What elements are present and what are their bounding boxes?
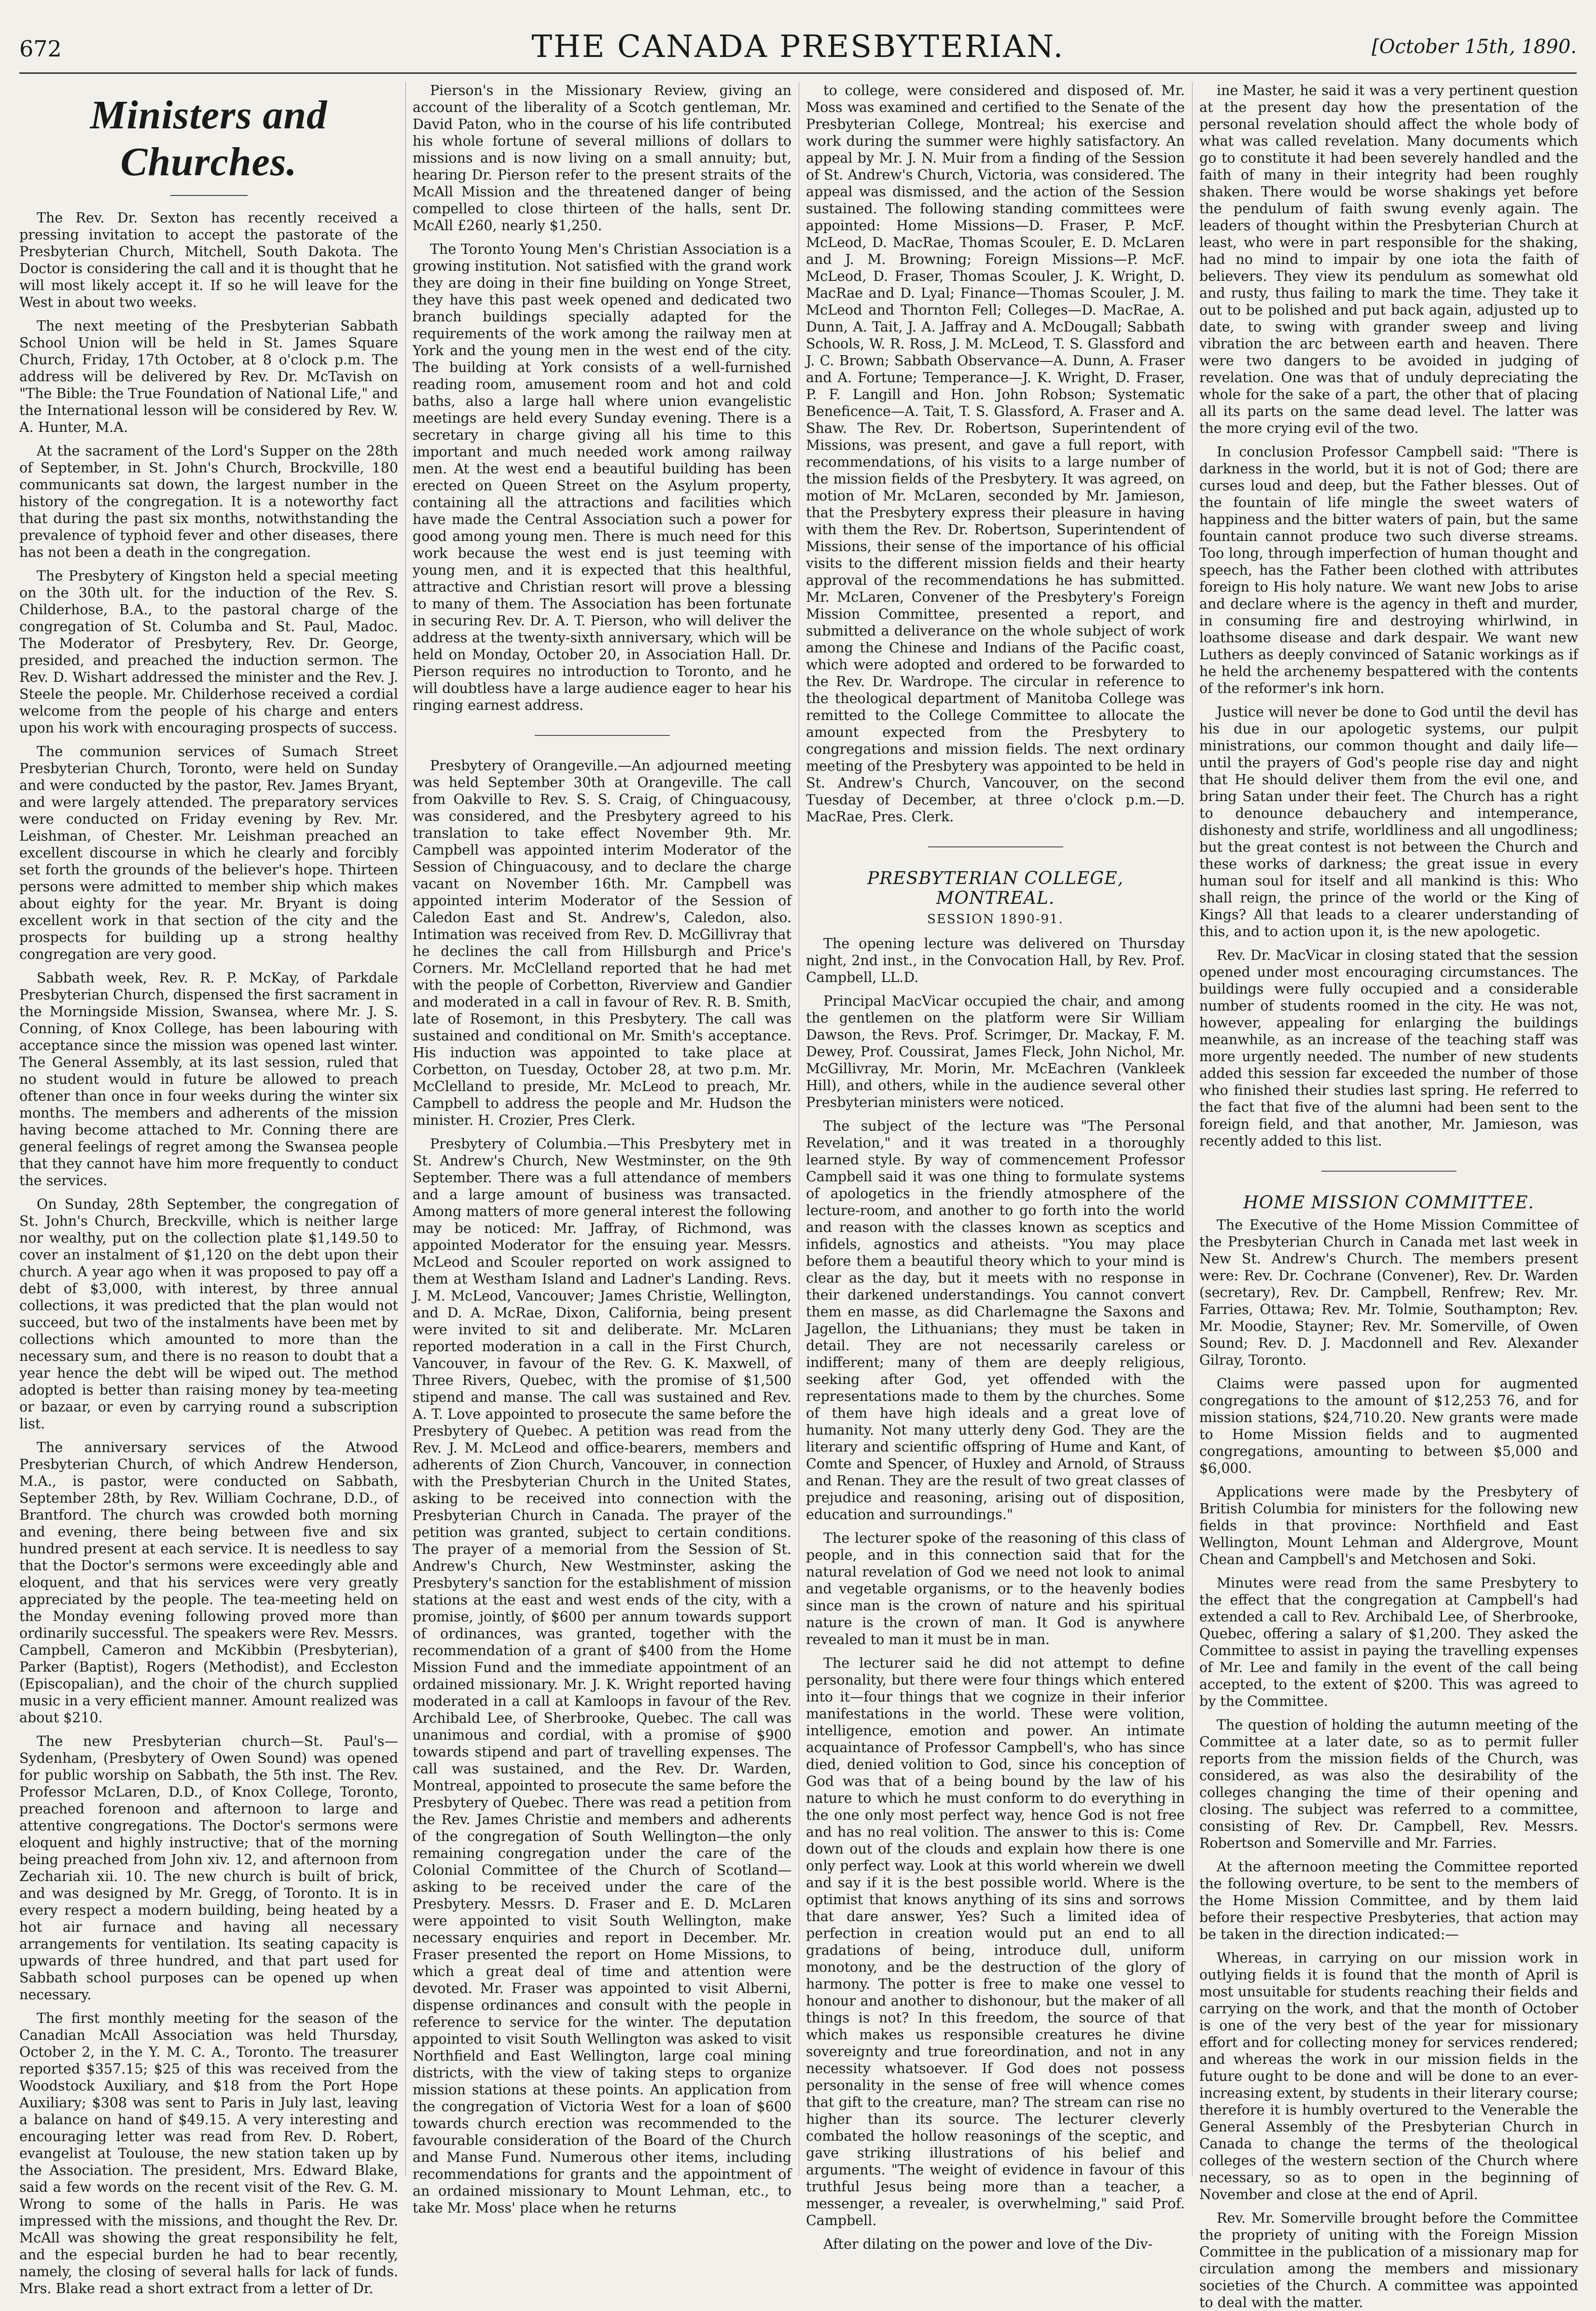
article-paragraph: Sabbath week, Rev. R. P. McKay, of Parkdale Presbyterian Church, dispensed the first sacrament in the Morningside Mission, Swansea, where Mr. J. S. Conning, of Knox College, has been labouring with acceptance since the mission was opened last winter. The General Assembly, at its last session, ruled that no student would in future be allowed to preach oftener than once in four weeks during the winter six months. The members and adherents of the mission having become attached to Mr. Conning there are general feelings of regret among the Swansea people that they cannot have him more frequently to conduct the services. bbox=[19, 970, 398, 1189]
masthead-title: THE CANADA PRESBYTERIAN. bbox=[531, 29, 1065, 65]
article-paragraph: The lecturer spoke of the reasoning of this class of people, and in this connection said that for the natural revelation of God we need not look to animal and vegetable organisms, or to the heavenly bodies since man is the crown of nature and his spiritual nature is the crown of man. It God is anywhere revealed to man it must be in man. bbox=[806, 1530, 1185, 1647]
article-paragraph: Justice will never be done to God until the devil has his due in our apologetic systems, our pulpit ministrations, our common thought and daily life—until the prayers of God's people rise day and night that He should deliver them from the evil one, and bring Satan under their feet. The Church has a right to denounce debauchery and intemperance, dishonesty and strife, worldliness and all ungodliness; but the great contest is not between the Church and these works of darkness; the great issue in every human soul for itself and all mankind is this: Who shall reign, the prince of the world or the King of Kings? All that leads to a clearer understanding of this, and to action upon it, is the new apologetic. bbox=[1199, 704, 1578, 940]
article-list bbox=[1199, 82, 1578, 1149]
article-paragraph: The Toronto Young Men's Christian Association is a growing institution. Not satisfied with the grand work they are doing in their fine building on Yonge Street, they have this past week opened and dedicated two branch buildings specially adapted for the requirements of the work among the railway men at York and the young men in the west end of the city. The building at York consists of a well-furnished reading room, amusement room and hot and cold baths, also a large hall where union evangelistic meetings are held every Sunday evening. There is a secretary in charge giving all his time to this important and much needed work among railway men. At the west end a beautiful building has been erected on Queen Street on the Asylum property, containing all the attractions and facilities which have made the Central Association such a power for good among young men. There is much need for this work because the west end is just teeming with young men, and it is expected that this healthful, attractive and Christian resort will prove a blessing to many of them. The Association has been fortunate in securing Rev. Dr. A. T. Pierson, who will deliver the address at the twenty-sixth anniversary, which will be held on Monday, October 20, in Association Hall. Dr. Pierson requires no introduction to Toronto, and he will doubtless have a large audience eager to hear his ringing earnest address. bbox=[413, 241, 791, 713]
article-paragraph: The communion services of Sumach Street Presbyterian Church, Toronto, were held on Sunday and were conducted by the pastor, Rev. James Bryant, and were largely attended. The preparatory services were conducted on Friday evening by Rev. Mr. Leishman, of Chester. Mr. Leishman preached an excellent discourse in which he clearly and forcibly set forth the grounds of the believer's hope. Thirteen persons were admitted to member ship which makes about eighty for the year. Mr. Bryant is doing excellent work in that section of the city and the prospects for building up a strong healthy congregation are very good. bbox=[19, 744, 398, 962]
article-paragraph: Rev. Mr. Somerville brought before the Committee the propriety of uniting with the Foreign Mission Committee in the publication of a missionary map for circulation among the members and missionary societies of the Church. A committee was appointed to deal with the matter. bbox=[1199, 2210, 1578, 2311]
article-paragraph: Presbytery of Columbia.—This Presbytery met in St. Andrew's Church, New Westminster, on the 9th September. There was a full attendance of members and a large amount of business was transacted. Among matters of more general interest the following may be noticed: Mr. Jaffray, of Richmond, was appointed Moderator for the ensuing year. Messrs. McLeod and Scouler reported on work assigned to them at Westham Island and Ladner's Landing. Revs. J. M. McLeod, Vancouver; James Christie, Wellington, and D. A. McRae, Dixon, California, being present were invited to sit and deliberate. Mr. McLaren reported moderation in a call in the First Church, Vancouver, in favour of the Rev. G. K. Maxwell, of Three Rivers, Quebec, with the promise of $1,500 stipend and manse. The call was sustained and Rev. A. T. Love appointed to prosecute the same before the Presbytery of Quebec. A petition was read from the Rev. J. M. McLeod and office-bearers, members and adherents of Zion Church, Vancouver, in connection with the Presbyterian Church in the United States, asking to be received into connection with the Presbyterian Church in Canada. The prayer of the petition was granted, subject to certain conditions. The prayer of a memorial from the Session of St. Andrew's Church, New Westminster, asking the Presbytery's sanction for the establishment of mission stations at the east and west ends of the city, with a promise, jointly, of $600 per annum towards support of ordinances, was granted, together with the recommendation of a grant of $400 from the Home Mission Fund and the immediate appointment of an ordained missionary. Mr. J. K. Wright reported having moderated in a call at Kamloops in favour of the Rev. Archibald Lee, of Sherbrooke, Quebec. The call was unanimous and cordial, with a promise of $900 towards stipend and part of travelling expenses. The call was sustained, and the Rev. Dr. Warden, Montreal, appointed to prosecute the same before the Presbytery of Quebec. There was read a petition from the Rev. James Christie and members and adherents of the congregation of South Wellington—the only remaining congregation under the care of the Colonial Committee of the Church of Scotland—asking to be received under the care of the Presbytery. Messrs. D. Fraser and E. D. McLaren were appointed to visit South Wellington, make necessary enquiries and report in December. Mr. Fraser presented the report on Home Missions, to which a great deal of time and attention were devoted. Mr. Fraser was appointed to visit Alberni, dispense ordinances and consult with the people in reference to service for the winter. The deputation appointed to visit South Wellington was asked to visit Northfield and East Wellington, large coal mining districts, with the view of taking steps to organize mission stations at these points. An application from the congregation of Victoria West for a loan of $600 towards church erection was recommended to the favourable consideration of the Board of the Church and Manse Fund. Numerous other items, including recommendations for grants and the appointment of an ordained missionary to Mount Lehman, etc., to take Mr. Moss' place when he returns bbox=[413, 1136, 791, 2216]
article-paragraph: The subject of the lecture was "The Personal Revelation," and it was treated in a thoroughly learned style. By way of commencement Professor Campbell said it was one thing to formulate systems of apologetics in the friendly atmosphere of the lecture-room, and another to go forth into the world and reason with the classes known as sceptics and infidels, agnostics and atheists. "You may place before them a beautiful theory which to your mind is clear as the day, but it meets with no response in their darkened understandings. You cannot convert them en masse, as did Charlemagne the Saxons and Jagellon, the Lithuanians; they must be taken in detail. They are not necessarily careless or indifferent; many of them are deeply religious, seeking after God, yet offended with the representations made to them by the churches. Some of them have high ideals and a great love of humanity. Not many utterly deny God. They are the literary and scientific offspring of Hume and Kant, of Comte and Spencer, of Huxley and Arnold, of Strauss and Renan. They are the result of two great classes of prejudice and reasoning, arising out of disposition, education and surroundings." bbox=[806, 1118, 1185, 1522]
article-paragraph: The Rev. Dr. Sexton has recently received a pressing invitation to accept the pastorate of the Presbyterian Church, Mitchell, South Dakota. The Doctor is considering the call and it is thought that he will most likely accept it. If so he will leave for the West in about two weeks. bbox=[19, 210, 398, 310]
columns bbox=[19, 82, 1578, 2311]
article-list bbox=[413, 757, 791, 2216]
article-paragraph: The question of holding the autumn meeting of the Committee at a later date, so as to permit fuller reports from the mission fields of the Church, was considered, as was also the desirability of the colleges changing the time of their opening and closing. The subject was referred to a committee, consisting of Rev. Dr. Campbell, Rev. Messrs. Robertson and Somerville and Mr. Farries. bbox=[1199, 1717, 1578, 1851]
article-paragraph: At the afternoon meeting the Committee reported the following overture, to be sent to the members of the Home Mission Committee, and by them laid before their respective Presbyteries, that action may be taken in the direction indicated:— bbox=[1199, 1859, 1578, 1942]
article-paragraph: In conclusion Professor Campbell said: "There is darkness in the world, but it is not of God; there are curses loud and deep, but the Father blesses. Out of the fountain of life mingle the sweet waters of happiness and the bitter waters of pain, but the same fountain cannot produce two such diverse streams. Too long, through imperfection of human thought and speech, has the Father been clothed with attributes foreign to His holy nature. We want new Jobs to arise and declare where is the agency in theft and murder, in consuming fire and destroying whirlwind, in loathsome disease and dark despair. We want new Luthers as deeply convinced of Satanic workings as if he held the archenemy bespattered with the contents of the reformer's ink horn. bbox=[1199, 444, 1578, 696]
article-separator bbox=[1321, 1171, 1457, 1172]
article-paragraph: to college, were considered and disposed of. Mr. Moss was examined and certified to the Senate of the Presbyterian College, Montreal; his exercise and work during the summer were highly satisfactory. An appeal by Mr. J. N. Muir from a finding of the Session of St. Andrew's Church, Victoria, was considered. The appeal was dismissed, and the action of the Session sustained. The following standing committees were appointed: Home Missions—D. Fraser, P. McF. McLeod, D. MacRae, Thomas Scouler, E. D. McLaren and J. M. Browning; Foreign Missions—P. McF. McLeod, D. Fraser, Thomas Scouler, J. K. Wright, D. MacRae and D. Lyal; Finance—Thomas Scouler, J. M. McLeod and Thornton Fell; Colleges—D. MacRae, A. Dunn, A. Tait, J. A. Jaffray and A. McDougall; Sabbath Schools, W. R. Ross, J. M. McLeod, T. S. Glassford and J. C. Brown; Sabbath Observance—A. Dunn, A. Fraser and A. Fortune; Temperance—J. K. Wright, D. Fraser, P. F. Langill and Hon. John Robson; Systematic Beneficence—A. Tait, T. S. Glassford, A. Fraser and A. Shaw. The Rev. Dr. Robertson, Superintendent of Missions, was present, and gave a full report, with recommendations, of his visits to a large number of the mission fields of the Presbytery. It was agreed, on motion of Mr. McLaren, seconded by Mr. Jamieson, that the Presbytery express their pleasure in having with them the Rev. Dr. Robertson, Superintendent of Missions, their sense of the importance of his official visits to the different mission fields and their hearty approval of the recommendations he has submitted. Mr. McLaren, Convener of the Presbytery's Foreign Mission Committee, presented a report, and submitted a deliverance on the whole subject of work among the Chinese and Indians of the Pacific coast, which were adopted and ordered to be forwarded to the Rev. Dr. Wardrope. The circular in reference to the theological department of Manitoba College was remitted to the College Committee to allocate the amount expected from the Presbytery to congregations and mission fields. The next ordinary meeting of the Presbytery was appointed to be held in St. Andrew's Church, Vancouver, on the second Tuesday of December, at three o'clock p.m.—D. MacRae, Pres. Clerk. bbox=[806, 83, 1185, 825]
session-label: SESSION 1890-91. bbox=[927, 912, 1064, 927]
column-2 bbox=[413, 82, 791, 2216]
article-paragraph: Principal MacVicar occupied the chair, and among the gentlemen on the platform were Sir William Dawson, the Revs. Prof. Scrimger, Dr. Mackay, F. M. Dewey, Prof. Coussirat, James Fleck, John Nichol, Mr. McGillivray, Mr. Morin, Mr. McEachren (Vankleek Hill), and others, while in the audience several other Presbyterian ministers were noticed. bbox=[806, 993, 1185, 1110]
article-paragraph: The opening lecture was delivered on Thursday night, 2nd inst., in the Convocation Hall, by Rev. Prof. Campbell, LL.D. bbox=[806, 936, 1185, 985]
article-paragraph: The Presbytery of Kingston held a special meeting on the 30th ult. for the induction of the Rev. S. Childerhose, B.A., to the pastoral charge of the congregation of St. Columba and St. Paul, Madoc. The Moderator of Presbytery, Rev. Dr. George, presided, and preached the induction sermon. The Rev. D. Wishart addressed the minister and the Rev. J. Steele the people. Mr. Childerhose received a cordial welcome from the people of his charge and enters upon his work with encouraging prospects of success. bbox=[19, 568, 398, 736]
article-paragraph: After dilating on the power and love of the Div- bbox=[823, 2236, 1153, 2252]
section-title: Ministers and Churches. bbox=[90, 93, 328, 184]
article-list bbox=[806, 935, 1185, 2253]
article-heading: PRESBYTERIAN COLLEGE, MONTREAL. bbox=[867, 869, 1124, 908]
article-list bbox=[1199, 1217, 1578, 2311]
article-list bbox=[19, 209, 398, 2297]
article-paragraph: At the sacrament of the Lord's Supper on the 28th of September, in St. John's Church, Brockville, 180 communicants sat down, the largest number in the history of the congregation. It is a noteworthy fact that during the past six months, notwithstanding the prevalence of typhoid fever and other diseases, there has not been a death in the congregation. bbox=[19, 443, 398, 560]
column-1 bbox=[19, 82, 398, 2297]
section-rule bbox=[170, 195, 248, 196]
article-list bbox=[806, 82, 1185, 825]
header-rule bbox=[19, 72, 1577, 74]
page-header bbox=[19, 29, 1577, 68]
article-paragraph: Presbytery of Orangeville.—An adjourned meeting was held September 30th at Orangeville. The call from Oakville to Rev. S. S. Craig, of Chinguacousy, was considered, and the Presbytery agreed to his translation to take effect November 9th. Mr. Campbell was appointed interim Moderator of the Session of Chinguacousy, and to declare the charge vacant on November 16th. Mr. Campbell was appointed interim Moderator of the Session of Caledon East and St. Andrew's, Caledon, also. Intimation was received from Rev. D. McGillivray that he declines the call from Hillsburgh and Price's Corners. Mr. McClelland reported that he had met with the people of Corbetton, Riverview and Gandier and moderated in a call in favour of Rev. R. B. Smith, late of Rosemont, in this Presbytery. The call was sustained and conditional on Mr. Smith's acceptance. His induction was appointed to take place at Corbetton, on Tuesday, October 28, at two p.m. Mr. McClelland to preside, Mr. McLeod to preach, Mr. Campbell to address the people and Mr. Hudson the minister. H. Crozier, Pres Clerk. bbox=[413, 758, 791, 1128]
article-paragraph: The Executive of the Home Mission Committee of the Presbyterian Church in Canada met last week in New St. Andrew's Church. The members present were: Rev. Dr. Cochrane (Convener), Rev. Dr. Warden (secretary), Rev. Dr. Campbell, Renfrew; Rev. Mr. Farries, Ottawa; Rev. Mr. Tolmie, Southampton; Rev. Mr. Moodie, Stayner; Rev. Mr. Somerville, of Owen Sound; Rev. D. J. Macdonnell and Rev. Alexander Gilray, Toronto. bbox=[1199, 1217, 1578, 1368]
article-paragraph: Pierson's in the Missionary Review, giving an account of the liberality of a Scotch gentleman, Mr. David Paton, who in the course of his life contributed his whole fortune of several millions of dollars to missions and is now living on a small annuity; but, hearing Dr. Pierson refer to the present straits of the McAll Mission and the threatened danger of being compelled to close thirteen of the halls, sent Dr. McAll £260, nearly $1,250. bbox=[413, 83, 791, 234]
article-paragraph: The next meeting of the Presbyterian Sabbath School Union will be held in St. James Square Church, Friday, 17th October, at 8 o'clock p.m. The address will be delivered by Rev. Dr. McTavish on "The Bible: the True Foundation of National Life," and the International lesson will be considered by Rev. W. A. Hunter, M.A. bbox=[19, 318, 398, 435]
column-divider bbox=[405, 82, 406, 2176]
article-separator bbox=[928, 846, 1063, 847]
article-paragraph: The new Presbyterian church—St. Paul's—Sydenham, (Presbytery of Owen Sound) was opened for public worship on Sabbath, the 5th inst. The Rev. Professor McLaren, D.D., of Knox College, Toronto, preached forenoon and afternoon to large and attentive congregations. The Doctor's sermons were eloquent and highly instructive; that of the morning being preached from John xiv. 12, and afternoon from Zechariah xii. 10. The new church is built of brick, and was designed by Mr. Gregg, of Toronto. It is in every respect a modern building, being heated by a hot air furnace and having all necessary arrangements for ventilation. Its seating capacity is upwards of three hundred, and that part used for Sabbath school purposes can be opened up when necessary. bbox=[19, 1733, 398, 2003]
column-4 bbox=[1199, 82, 1578, 2311]
article-paragraph: ine Master, he said it was a very pertinent question at the present day how the presentation of the personal revelation should affect the whole body of what was called revelation. Many documents which go to constitute it had been severely handled and the faith of many in their integrity had been roughly shaken. There would be worse shakings yet before the pendulum of faith swung evenly again. The leaders of thought within the Presbyterian Church at least, who were in part responsible for the shaking, had no mind to impair by one iota the faith of believers. They view its pendulum as somewhat old and rusty, thus failing to mark the time. They take it out to be polished and put back again, adjusted up to date, to swing with grander sweep and living vibration the arc between earth and heaven. There were two dangers to be avoided in judging of revelation. One was that of unduly depreciating the whole for the sake of a part, the other that of placing all its parts on the same dead level. The latter was the more crying evil of the two. bbox=[1199, 83, 1578, 436]
column-divider bbox=[1192, 82, 1193, 2176]
article-paragraph: Whereas, in carrying on our mission work in outlying fields it is found that the month of April is most unsuitable for students reaching their fields and carrying on the work, and that the month of October is one of the very best of the year for missionary effort and for collecting money for services rendered; and whereas the work in our mission fields in the future ought to be done and will be done to an ever-increasing extent, by students in their literary course; therefore it is humbly overtured to the Venerable the General Assembly of the Presbyterian Church in Canada to change the terms of the theological colleges of the western section of the Church where necessary, so as to open in the beginning of November and close at the end of April. bbox=[1199, 1950, 1578, 2202]
article-paragraph: Claims were passed upon for augmented congregations to the amount of $12,253 76, and for mission stations, $24,710.20. New grants were made to Home Mission fields and to augmented congregations, amounting to between $5,000 and $6,000. bbox=[1199, 1376, 1578, 1476]
article-paragraph: The lecturer said he did not attempt to define personality, but there were four things which entered into it—four things that we cognize in their inferior manifestations in the world. These were volition, intelligence, emotion and power. An intimate acquaintance of Professor Campbell's, who has since died, denied volition to God, since his conception of God was that of a being bound by the law of his nature to which he must conform to do everything in the one only most perfect way, hence God is not free and has no real volition. The answer to this is: Come down out of the clouds and explain how there is one only perfect way. Look at this world wherein we dwell and say if it is the best possible world. Where is the optimist that knows anything of its sins and sorrows that dare answer, Yes? Such a limited idea of perfection in creation would put an end to all gradations of being, introduce dull, uniform monotony, and be the destruction of the glory of harmony. The potter is free to make one vessel to honour and another to dishonour, but the maker of all things is not? In this freedom, the source of that which makes us responsible creatures he divine sovereignty and true foreordination, and not in any necessity whatsoever. If God does not possess personality in the sense of free will whence comes that gift to the creature, man? The stream can rise no higher than its source. The lecturer cleverly combated the hollow reasonings of the sceptic, and gave striking illustrations of his belief and arguments. "The weight of evidence in favour of this truthful Jesus being more than a teacher, a messenger, a revealer, is overwhelming," said Prof. Campbell. bbox=[806, 1655, 1185, 2228]
article-paragraph: Minutes were read from the same Presbytery to the effect that the congregation at Campbell's had extended a call to Rev. Archibald Lee, of Sherbrooke, Quebec, offering a salary of $1,200. They asked the Committee to assist in paying the travelling expenses of Mr. Lee and family in the event of the call being accepted, to the extent of $200. This was agreed to by the Committee. bbox=[1199, 1575, 1578, 1709]
article-heading: HOME MISSION COMMITTEE. bbox=[1243, 1193, 1534, 1213]
article-list bbox=[413, 82, 791, 714]
article-paragraph: On Sunday, 28th September, the congregation of St. John's Church, Breckville, which is neither large nor wealthy, put on the collection plate $1,149.50 to cover an instalment of $1,120 on the debt upon their church. A year ago when it was proposed to pay off a debt of $3,000, with interest, by three annual collections, it was predicted that the plan would not succeed, but two of the instalments have been met by collections which amounted to more than the necessary sum, and there is no reason to doubt that a year hence the debt will be wiped out. The method adopted is better than raising money by tea-meeting or bazaar, or even by carrying round a subscription list. bbox=[19, 1196, 398, 1432]
article-paragraph: Rev. Dr. MacVicar in closing stated that the session opened under most encouraging circumstances. The buildings were fully occupied and a considerable number of students roomed in the city. He was not, however, appealing for enlarging the buildings meanwhile, as an increase of the teaching staff was more urgently needed. The number of new students added this session far exceeded the number of those who finished their studies last spring. He referred to the fact that five of the alumni had been sent to the foreign field, and that another, Mr. Jamieson, was recently added to this list. bbox=[1199, 947, 1578, 1149]
column-3 bbox=[806, 82, 1185, 2252]
page-number: 672 bbox=[19, 36, 62, 62]
article-separator bbox=[535, 735, 670, 736]
article-paragraph: Applications were made by the Presbytery of British Columbia for ministers for the following new fields in that province: Northfield and East Wellington, Mount Lehman and Aldergrove, Mount Chean and Campbell's and Metchosen and Soki. bbox=[1199, 1484, 1578, 1567]
article-paragraph: The first monthly meeting for the season of the Canadian McAll Association was held Thursday, October 2, in the Y. M. C. A., Toronto. The treasurer reported $357.15; $25 of this was received from the Woodstock Auxiliary, and $18 from the Port Hope Auxiliary; $308 was sent to Paris in July last, leaving a balance on hand of $49.15. A very interesting and encouraging letter was read from Rev. D. Robert, evangelist at Toulouse, the new station taken up by the Association. The president, Mrs. Edward Blake, said a few words on the recent visit of the Rev. G. M. Wrong to some of the halls in Paris. He was impressed with the missions, and thought the Rev. Dr. McAll was showing the great responsibility he felt, and the especial burden he had to bear recently, namely, the closing of several halls for lack of funds. Mrs. Blake read a short extract from a letter of Dr. bbox=[19, 2010, 398, 2297]
issue-date: [October 15th, 1890. bbox=[1372, 36, 1577, 58]
article-paragraph: The anniversary services of the Atwood Presbyterian Church, of which Andrew Henderson, M.A., is pastor, were conducted on Sabbath, September 28th, by Rev. William Cochrane, D.D., of Brantford. The church was crowded both morning and evening, there being between five and six hundred present at each service. It is needless to say that the Doctor's sermons were exceedingly able and eloquent, and that his services were very greatly appreciated by the people. The tea-meeting held on the Monday evening following proved more than ordinarily successful. The speakers were Rev. Messrs. Campbell, Cameron and McKibbin (Presbyterian), Parker (Baptist), Rogers (Methodist), and Eccleston (Episcopalian), and the choir of the church supplied music in a very efficient manner. Amount realized was about $210. bbox=[19, 1439, 398, 1726]
